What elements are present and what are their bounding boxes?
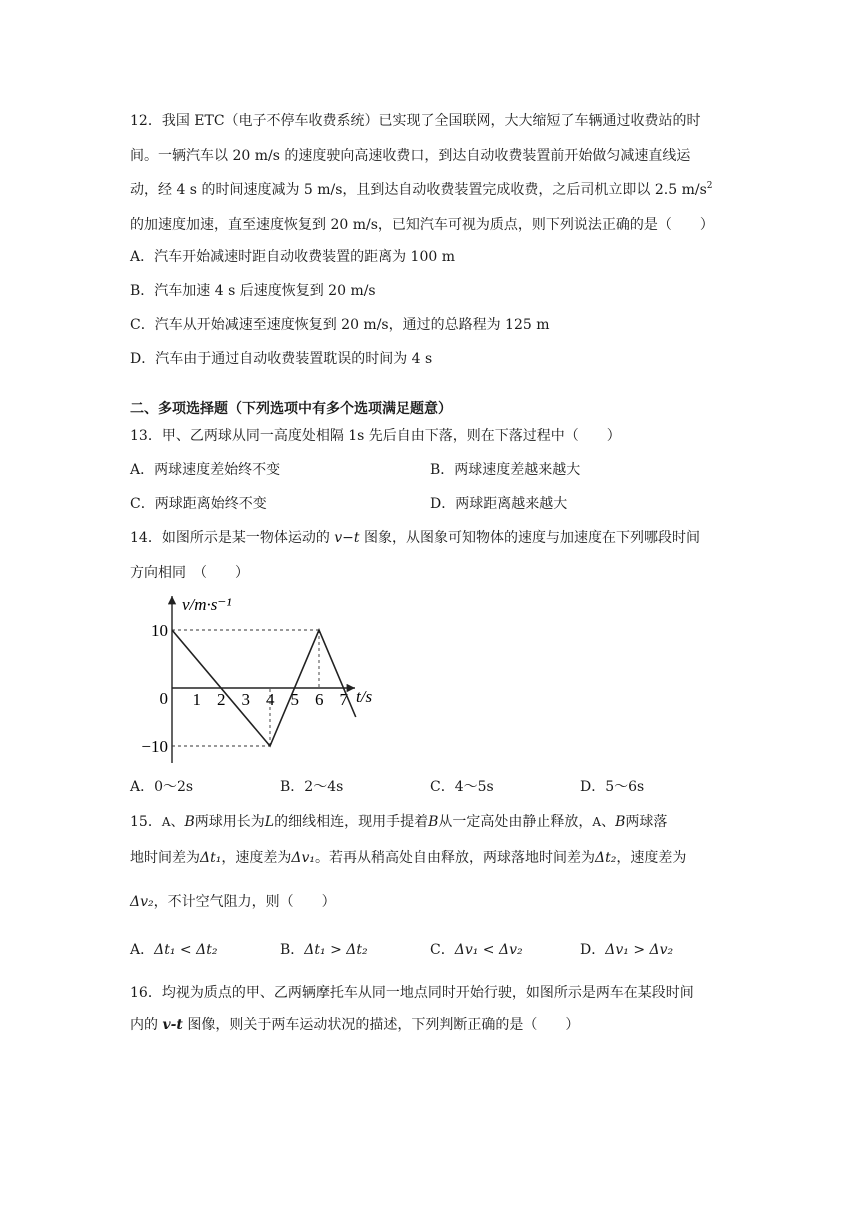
q15-number: 15． <box>130 814 162 830</box>
q16-text-pre: 内的 <box>130 1017 163 1033</box>
x-tick-label: 2 <box>217 690 226 709</box>
q14-stem-line-1 <box>130 528 700 548</box>
q15-ball-b-2: B <box>428 814 439 830</box>
q13-stem: 13．甲、乙两球从同一高度处相隔 1s 先后自由下落，则在下落过程中（ ） <box>130 428 621 444</box>
q15-sep-2: 、 <box>601 814 616 830</box>
q16-line-1: 16．均视为质点的甲、乙两辆摩托车从同一地点同时开始行驶，如图所示是两车在某段时间 <box>130 985 694 1001</box>
q15-line-3 <box>130 892 336 912</box>
x-tick-label: 5 <box>290 690 299 709</box>
q14-option-d: D．5～6s <box>580 779 645 795</box>
q15-ball-b-3: B <box>615 814 626 830</box>
q15-option-b-expr: Δt₁ > Δt₂ <box>304 942 368 958</box>
vt-chart <box>141 588 390 768</box>
q14-stem-pre: 14．如图所示是某一物体运动的 <box>130 530 335 546</box>
q13-option-c: C．两球距离始终不变 <box>130 496 267 512</box>
q14-option-a: A．0～2s <box>130 779 194 795</box>
q15-dv2: Δv₂ <box>130 894 154 910</box>
q15-option-a-expr: Δt₁ < Δt₂ <box>154 942 218 958</box>
q12-option-d: D．汽车由于通过自动收费装置耽误的时间为 4 s <box>130 351 433 367</box>
q12-line-4: 的加速度加速，直至速度恢复到 20 m/s，已知汽车可视为质点，则下列说法正确的是（ ） <box>130 217 714 233</box>
q15-ball-a-2: A <box>592 815 602 829</box>
v-axis-label: v/m·s⁻¹ <box>182 595 232 614</box>
q16-line-2 <box>130 1015 579 1035</box>
q13-option-b: B．两球速度差越来越大 <box>430 462 581 478</box>
q15-option-c-expr: Δv₁ < Δv₂ <box>454 942 523 958</box>
q15-text-7: 。若再从稍高处自由释放，两球落地时间差为 <box>315 850 595 866</box>
q16-text-post: 图像，则关于两车运动状况的描述，下列判断正确的是（ ） <box>182 1017 580 1033</box>
q15-option-c <box>430 940 523 960</box>
x-tick-label: 4 <box>266 690 275 709</box>
q14-option-c: C．4～5s <box>430 779 494 795</box>
x-tick-label: 3 <box>241 690 250 709</box>
q14-stem-post: 图象，从图象可知物体的速度与加速度在下列哪段时间 <box>359 530 700 546</box>
x-tick-label: 7 <box>339 690 348 709</box>
t-axis-label: t/s <box>356 687 373 706</box>
q15-option-d-label: D． <box>580 942 606 958</box>
q15-option-b <box>280 940 368 960</box>
q12-option-c: C．汽车从开始减速至速度恢复到 20 m/s，通过的总路程为 125 m <box>130 317 550 333</box>
q12-line-3 <box>130 180 713 200</box>
y-tick-label: 10 <box>151 621 168 640</box>
q15-text-6: ，速度差为 <box>221 850 292 866</box>
q15-text-3: 从一定高处由静止释放， <box>438 814 593 830</box>
q16-var: v-t <box>162 1017 183 1033</box>
q15-text-1: 两球用长为 <box>194 814 265 830</box>
q15-option-c-label: C． <box>430 942 455 958</box>
q14-stem-line-2: 方向相同 （ ） <box>130 565 249 581</box>
q14-option-b: B．2～4s <box>280 779 344 795</box>
q15-option-a-label: A． <box>130 942 155 958</box>
q15-option-a <box>130 940 217 960</box>
y-tick-label: 0 <box>159 689 168 708</box>
q15-text-9: ，不计空气阻力，则（ ） <box>153 894 336 910</box>
x-tick-label: 1 <box>192 690 201 709</box>
q12-option-b: B．汽车加速 4 s 后速度恢复到 20 m/s <box>130 283 376 299</box>
q15-dt1: Δt₁ <box>200 850 222 866</box>
q14-stem-var: v−t <box>334 530 360 546</box>
q12-superscript: 2 <box>706 181 713 191</box>
q15-dt2: Δt₂ <box>595 850 617 866</box>
q12-line-2: 间。一辆汽车以 20 m/s 的速度驶向高速收费口，到达自动收费装置前开始做匀减速直线运 <box>130 148 691 164</box>
q15-line-1 <box>130 812 667 832</box>
q15-text-5: 地时间差为 <box>130 850 200 866</box>
q15-text-2: 的细线相连，现用手提着 <box>274 814 429 830</box>
q12-line-1: 12．我国 ETC（电子不停车收费系统）已实现了全国联网，大大缩短了车辆通过收费站的时 <box>130 113 701 129</box>
q15-option-b-label: B． <box>280 942 305 958</box>
q15-option-d <box>580 940 673 960</box>
q13-option-d: D．两球距离越来越大 <box>430 496 568 512</box>
q15-line-2 <box>130 848 686 868</box>
q15-ball-b: B <box>184 814 195 830</box>
q12-option-a: A．汽车开始减速时距自动收费装置的距离为 100 m <box>130 249 456 265</box>
q15-ball-a: A <box>161 815 171 829</box>
x-tick-label: 6 <box>315 690 324 709</box>
q12-line-3-text: 动，经 4 s 的时间速度减为 5 m/s，且到达自动收费装置完成收费，之后司机立即以 2.5 m/s <box>130 182 707 198</box>
q15-text-8: ，速度差为 <box>616 850 687 866</box>
q15-length-l: L <box>264 814 275 830</box>
q13-option-a: A．两球速度差始终不变 <box>130 462 281 478</box>
q15-dv1: Δv₁ <box>291 850 315 866</box>
q15-option-d-expr: Δv₁ > Δv₂ <box>605 942 674 958</box>
y-tick-label: −10 <box>141 737 168 756</box>
q15-sep: 、 <box>170 814 185 830</box>
section-heading: 二、多项选择题（下列选项中有多个选项满足题意） <box>130 401 452 417</box>
q15-text-4: 两球落 <box>625 814 668 830</box>
